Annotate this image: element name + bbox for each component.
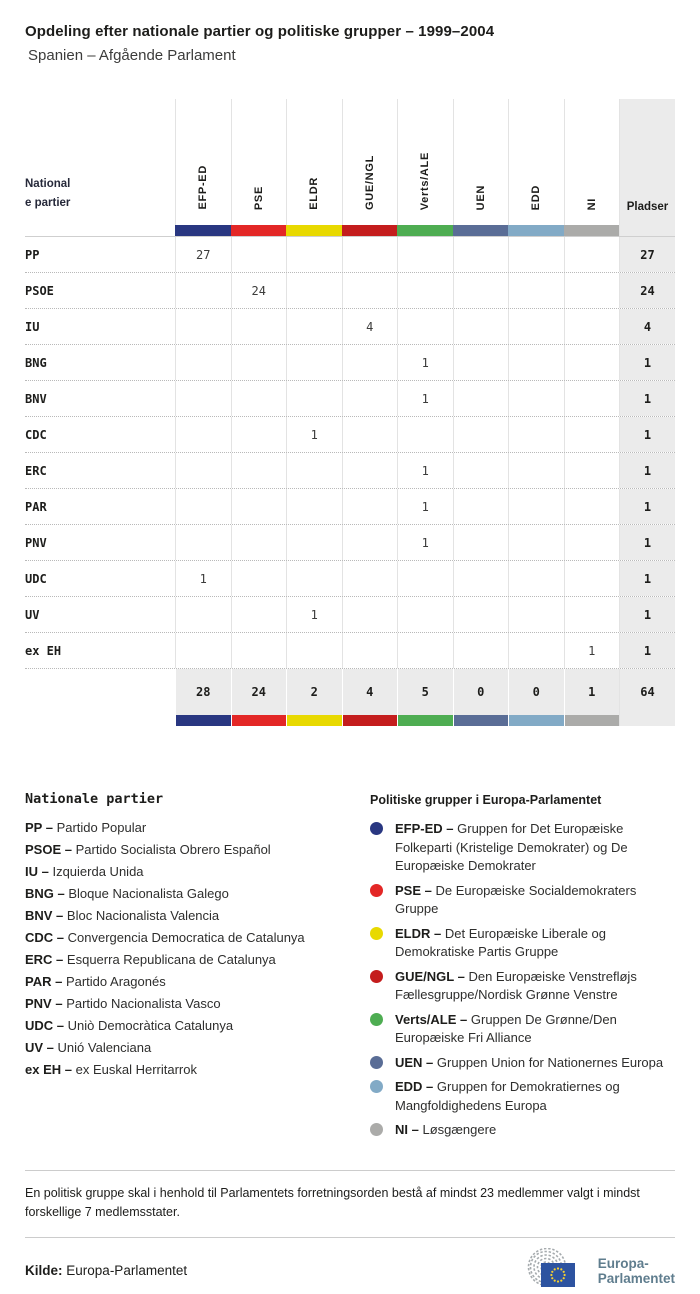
row-total-seats-cell: 1 xyxy=(619,525,675,560)
seat-cell xyxy=(231,345,287,380)
source-row xyxy=(25,1248,675,1294)
table-row xyxy=(25,596,675,632)
seat-cell: 1 xyxy=(286,417,342,452)
seat-cell xyxy=(286,561,342,596)
group-legend-abbr: Verts/ALE – xyxy=(395,1011,468,1027)
group-total-cell: 1 xyxy=(564,669,620,715)
page-title: Opdeling efter nationale partier og politiske grupper – 1999–2004 xyxy=(25,23,495,40)
seat-cell: 1 xyxy=(175,561,231,596)
party-legend-name: Bloc Nacionalista Valencia xyxy=(66,908,220,923)
seat-cell: 1 xyxy=(397,453,453,488)
group-header-label: UEN xyxy=(474,184,487,210)
party-label: BNG xyxy=(25,355,47,370)
seat-cell xyxy=(564,273,620,308)
group-legend-text xyxy=(395,968,675,1005)
seat-cell xyxy=(508,345,564,380)
seat-cell xyxy=(231,417,287,452)
party-legend-item xyxy=(25,905,370,927)
group-legend-name: Det Europæiske Liberale og Demokratiske Partis Gruppe xyxy=(395,925,607,959)
group-total-cell: 0 xyxy=(508,669,564,715)
group-header-label: EDD xyxy=(530,184,543,210)
group-color-dot xyxy=(370,822,383,835)
seat-cell xyxy=(453,561,509,596)
seat-cell xyxy=(175,633,231,668)
party-label: BNV xyxy=(25,391,47,406)
seat-cell xyxy=(453,309,509,344)
group-header-Verts/ALE xyxy=(397,99,453,225)
seat-cell xyxy=(231,633,287,668)
seat-cell xyxy=(342,273,398,308)
row-total-seats-cell: 27 xyxy=(619,237,675,272)
national-parties-legend xyxy=(25,791,370,1146)
political-groups-legend xyxy=(370,791,675,1146)
seat-cell xyxy=(453,453,509,488)
table-row xyxy=(25,416,675,452)
seat-cell xyxy=(286,273,342,308)
seat-cell xyxy=(453,237,509,272)
seat-cell xyxy=(508,561,564,596)
seats-column-bar-cell xyxy=(619,225,675,236)
group-legend-name: Gruppen Union for Nationernes Europa xyxy=(436,1054,664,1070)
party-label: ex EH xyxy=(25,643,62,658)
group-total-cell: 2 xyxy=(286,669,342,715)
group-legend-item xyxy=(370,882,675,919)
seat-cell xyxy=(175,597,231,632)
national-parties-header-line2: e partier xyxy=(25,197,71,209)
group-legend-abbr: EDD – xyxy=(395,1079,434,1094)
color-bar-spacer xyxy=(25,225,175,236)
seat-cell: 1 xyxy=(397,489,453,524)
logo-wordmark-line2: Parlamentet xyxy=(597,1270,675,1286)
seat-cell xyxy=(286,525,342,560)
table-row xyxy=(25,380,675,416)
party-legend-item xyxy=(25,883,370,905)
group-total-cell: 4 xyxy=(342,669,398,715)
logo-wordmark xyxy=(598,1256,675,1286)
seat-cell xyxy=(286,345,342,380)
group-total-cell: 24 xyxy=(231,669,287,715)
seat-cell xyxy=(564,453,620,488)
group-header-label: PSE xyxy=(252,185,265,210)
group-color-dot xyxy=(370,970,383,983)
table-row xyxy=(25,488,675,524)
group-legend-text xyxy=(395,925,675,962)
party-legend-abbr: BNG – xyxy=(25,886,65,901)
group-legend-item xyxy=(370,1121,675,1140)
group-header-label: ELDR xyxy=(308,177,321,210)
totals-color-bar-GUE/NGL xyxy=(342,715,398,726)
group-legend-name: Gruppen De Grønne/Den Europæiske Fri Alliance xyxy=(395,1011,617,1045)
seat-cell xyxy=(564,237,620,272)
seat-cell xyxy=(342,453,398,488)
seat-cell xyxy=(231,453,287,488)
seat-cell xyxy=(342,345,398,380)
seat-cell xyxy=(564,417,620,452)
seat-cell xyxy=(508,237,564,272)
group-header-label: EFP-ED xyxy=(197,165,210,210)
seat-cell xyxy=(508,309,564,344)
row-total-seats-cell: 1 xyxy=(619,345,675,380)
row-total-seats-cell: 4 xyxy=(619,309,675,344)
seat-cell xyxy=(397,237,453,272)
seat-cell xyxy=(564,309,620,344)
seat-cell xyxy=(453,489,509,524)
total-seats-cell: 64 xyxy=(619,669,675,715)
group-header-GUE/NGL xyxy=(342,99,398,225)
group-header-PSE xyxy=(231,99,287,225)
seat-cell: 4 xyxy=(342,309,398,344)
seat-cell xyxy=(342,417,398,452)
party-legend-item xyxy=(25,861,370,883)
party-legend-name: Izquierda Unida xyxy=(52,864,144,879)
seat-cell xyxy=(508,489,564,524)
seats-column-header: Pladser xyxy=(619,99,675,225)
row-total-seats-cell: 1 xyxy=(619,453,675,488)
european-parliament-logo xyxy=(515,1248,675,1294)
seat-cell xyxy=(231,381,287,416)
seat-cell xyxy=(397,597,453,632)
group-legend-name: Gruppen for Demokratiernes og Mangfoldighedens Europa xyxy=(395,1079,620,1113)
seat-cell xyxy=(175,417,231,452)
seat-cell: 24 xyxy=(231,273,287,308)
party-legend-item xyxy=(25,949,370,971)
group-color-bar-UEN xyxy=(453,225,509,236)
party-legend-name: ex Euskal Herritarrok xyxy=(75,1062,197,1077)
row-total-seats-cell: 24 xyxy=(619,273,675,308)
seat-cell xyxy=(508,381,564,416)
group-legend-abbr: GUE/NGL – xyxy=(395,968,465,984)
seat-cell xyxy=(231,237,287,272)
party-legend-name: Partido Aragonés xyxy=(65,974,166,989)
logo-wordmark-line1: Europa- xyxy=(597,1255,649,1271)
party-legend-item xyxy=(25,1059,370,1081)
party-legend-abbr: PP – xyxy=(25,820,53,835)
totals-color-bar-ELDR xyxy=(286,715,342,726)
party-legend-abbr: PAR – xyxy=(25,974,63,989)
group-legend-text xyxy=(395,1011,675,1048)
group-color-dot xyxy=(370,1013,383,1026)
party-legend-name: Esquerra Republicana de Catalunya xyxy=(66,952,276,967)
political-groups-legend-heading: Politiske grupper i Europa-Parlamentet xyxy=(370,793,602,807)
table-row xyxy=(25,308,675,344)
seat-cell xyxy=(286,381,342,416)
group-header-label: GUE/NGL xyxy=(363,154,376,210)
group-legend-name: Løsgængere xyxy=(422,1122,497,1137)
seat-cell xyxy=(564,345,620,380)
seat-cell xyxy=(564,561,620,596)
seat-cell xyxy=(175,489,231,524)
infographic-page xyxy=(0,23,700,1294)
seat-cell xyxy=(453,381,509,416)
eu-flag xyxy=(541,1263,575,1287)
row-total-seats-cell: 1 xyxy=(619,489,675,524)
group-color-dot xyxy=(370,884,383,897)
party-legend-name: Convergencia Democratica de Catalunya xyxy=(67,930,305,945)
group-header-label: NI xyxy=(585,197,598,210)
seat-cell: 1 xyxy=(397,381,453,416)
group-legend-abbr: PSE – xyxy=(395,882,432,898)
seat-cell xyxy=(175,273,231,308)
group-color-bar-Verts/ALE xyxy=(397,225,453,236)
seat-cell xyxy=(564,381,620,416)
seat-cell xyxy=(286,309,342,344)
group-color-dot xyxy=(370,1056,383,1069)
seat-cell xyxy=(342,381,398,416)
seat-cell xyxy=(286,489,342,524)
seat-cell xyxy=(453,345,509,380)
group-color-dot xyxy=(370,1080,383,1093)
group-legend-item xyxy=(370,1078,675,1115)
parliament-hemicycle-icon xyxy=(515,1248,589,1294)
seat-cell xyxy=(342,633,398,668)
seat-cell xyxy=(342,525,398,560)
group-color-bars-row xyxy=(25,225,675,237)
group-header-EFP-ED xyxy=(175,99,231,225)
seat-cell: 1 xyxy=(397,525,453,560)
seat-cell xyxy=(508,453,564,488)
party-label: UDC xyxy=(25,571,47,586)
seat-cell: 1 xyxy=(564,633,620,668)
party-legend-item xyxy=(25,1015,370,1037)
seat-cell xyxy=(397,561,453,596)
party-legend-item xyxy=(25,927,370,949)
group-legend-item xyxy=(370,820,675,876)
group-legend-name: Gruppen for Det Europæiske Folkeparti (Kristelige Demokrater) og De Europæiske Demokrater xyxy=(395,821,628,873)
party-legend-abbr: IU – xyxy=(25,864,49,879)
seat-cell xyxy=(175,309,231,344)
seat-cell: 27 xyxy=(175,237,231,272)
page-subtitle: Spanien – Afgående Parlament xyxy=(28,47,236,64)
seats-table xyxy=(25,99,675,723)
source-label: Kilde: xyxy=(25,1263,63,1278)
seat-cell xyxy=(508,597,564,632)
group-legend-text xyxy=(395,1121,496,1140)
party-legend-name: Bloque Nacionalista Galego xyxy=(68,886,229,901)
party-legend-abbr: ERC – xyxy=(25,952,64,967)
seat-cell xyxy=(175,525,231,560)
party-legend-name: Uniò Democràtica Catalunya xyxy=(67,1018,234,1033)
seat-cell xyxy=(286,633,342,668)
group-total-cell: 0 xyxy=(453,669,509,715)
group-legend-text xyxy=(395,1054,663,1073)
group-legend-text xyxy=(395,1078,675,1115)
table-row xyxy=(25,560,675,596)
party-legend-abbr: UDC – xyxy=(25,1018,65,1033)
party-label: IU xyxy=(25,319,40,334)
national-parties-header-line1: National xyxy=(25,178,71,190)
group-legend-item xyxy=(370,968,675,1005)
group-legend-text xyxy=(395,820,675,876)
party-legend-name: Partido Popular xyxy=(56,820,147,835)
row-total-seats-cell: 1 xyxy=(619,561,675,596)
national-parties-legend-heading: Nationale partier xyxy=(25,791,164,807)
table-row xyxy=(25,452,675,488)
totals-row-label xyxy=(25,669,175,715)
totals-color-bar-EFP-ED xyxy=(175,715,231,726)
party-legend-abbr: UV – xyxy=(25,1040,54,1055)
seat-cell xyxy=(342,489,398,524)
seat-cell xyxy=(397,309,453,344)
group-header-EDD xyxy=(508,99,564,225)
party-label: ERC xyxy=(25,463,47,478)
party-label: PAR xyxy=(25,499,47,514)
seat-cell xyxy=(231,561,287,596)
footnote: En politisk gruppe skal i henhold til Parlamentets forretningsorden bestå af mindst 23 medlemmer valgt i mindst forskellige 7 medlemsstater. xyxy=(25,1170,675,1238)
group-header-UEN xyxy=(453,99,509,225)
totals-color-bar-PSE xyxy=(231,715,287,726)
group-legend-name: Den Europæiske Venstrefløjs Fællesgruppe/Nordisk Grønne Venstre xyxy=(395,968,637,1002)
party-label: PNV xyxy=(25,535,47,550)
group-legend-item xyxy=(370,925,675,962)
seat-cell xyxy=(231,309,287,344)
group-color-bar-ELDR xyxy=(286,225,342,236)
party-legend-abbr: PNV – xyxy=(25,996,63,1011)
seat-cell xyxy=(231,525,287,560)
seat-cell xyxy=(453,525,509,560)
total-seats-bar-cell xyxy=(619,715,675,726)
table-row xyxy=(25,272,675,308)
table-row xyxy=(25,524,675,560)
row-total-seats-cell: 1 xyxy=(619,381,675,416)
party-label: PSOE xyxy=(25,283,54,298)
seat-cell xyxy=(453,273,509,308)
seat-cell xyxy=(397,273,453,308)
seat-cell xyxy=(175,453,231,488)
party-legend-item xyxy=(25,839,370,861)
totals-color-bar-EDD xyxy=(508,715,564,726)
seat-cell xyxy=(564,489,620,524)
party-label: CDC xyxy=(25,427,47,442)
group-total-cell: 28 xyxy=(175,669,231,715)
group-color-bar-PSE xyxy=(231,225,287,236)
party-legend-abbr: BNV – xyxy=(25,908,64,923)
seat-cell xyxy=(342,561,398,596)
seat-cell xyxy=(397,417,453,452)
group-legend-abbr: UEN – xyxy=(395,1054,434,1070)
row-total-seats-cell: 1 xyxy=(619,633,675,668)
seat-cell xyxy=(342,237,398,272)
group-legend-name: De Europæiske Socialdemokraters Gruppe xyxy=(395,882,637,916)
seat-cell xyxy=(397,633,453,668)
seat-cell xyxy=(175,381,231,416)
seat-cell: 1 xyxy=(397,345,453,380)
group-legend-item xyxy=(370,1011,675,1048)
row-total-seats-cell: 1 xyxy=(619,597,675,632)
seat-cell xyxy=(508,417,564,452)
seat-cell xyxy=(453,417,509,452)
group-color-bar-GUE/NGL xyxy=(342,225,398,236)
seat-cell xyxy=(564,597,620,632)
group-color-bar-EDD xyxy=(508,225,564,236)
group-legend-item xyxy=(370,1054,675,1073)
group-color-bar-EFP-ED xyxy=(175,225,231,236)
party-legend-item xyxy=(25,817,370,839)
group-color-dot xyxy=(370,1123,383,1136)
seat-cell xyxy=(286,237,342,272)
totals-color-bars-row xyxy=(25,715,675,723)
seat-cell xyxy=(508,525,564,560)
group-legend-text xyxy=(395,882,675,919)
party-legend-abbr: PSOE – xyxy=(25,842,72,857)
seat-cell xyxy=(564,525,620,560)
legend-section xyxy=(25,791,675,1146)
seat-cell xyxy=(342,597,398,632)
party-label: PP xyxy=(25,247,40,262)
national-parties-header xyxy=(25,99,175,225)
seat-cell xyxy=(508,633,564,668)
group-legend-abbr: ELDR – xyxy=(395,925,442,941)
totals-color-bar-Verts/ALE xyxy=(397,715,453,726)
totals-color-bar-UEN xyxy=(453,715,509,726)
group-header-ELDR xyxy=(286,99,342,225)
party-label: UV xyxy=(25,607,40,622)
group-color-dot xyxy=(370,927,383,940)
seat-cell xyxy=(286,453,342,488)
totals-bar-spacer xyxy=(25,715,175,726)
party-legend-name: Partido Nacionalista Vasco xyxy=(66,996,221,1011)
group-header-NI xyxy=(564,99,620,225)
seat-cell: 1 xyxy=(286,597,342,632)
seat-cell xyxy=(453,597,509,632)
party-legend-item xyxy=(25,993,370,1015)
source-text xyxy=(25,1263,187,1278)
party-legend-item xyxy=(25,1037,370,1059)
totals-row xyxy=(25,668,675,715)
party-legend-abbr: CDC – xyxy=(25,930,65,945)
row-total-seats-cell: 1 xyxy=(619,417,675,452)
source-value: Europa-Parlamentet xyxy=(66,1263,188,1278)
party-legend-name: Unió Valenciana xyxy=(57,1040,152,1055)
seat-cell xyxy=(231,597,287,632)
group-legend-abbr: NI – xyxy=(395,1122,419,1137)
seat-cell xyxy=(175,345,231,380)
party-legend-abbr: ex EH – xyxy=(25,1062,72,1077)
totals-color-bar-NI xyxy=(564,715,620,726)
group-legend-abbr: EFP-ED – xyxy=(395,821,454,836)
party-legend-item xyxy=(25,971,370,993)
party-legend-name: Partido Socialista Obrero Español xyxy=(75,842,271,857)
table-row xyxy=(25,237,675,272)
seat-cell xyxy=(231,489,287,524)
seat-cell xyxy=(508,273,564,308)
group-total-cell: 5 xyxy=(397,669,453,715)
group-header-label: Verts/ALE xyxy=(419,151,432,210)
seat-cell xyxy=(453,633,509,668)
table-header-row xyxy=(25,99,675,225)
table-row xyxy=(25,344,675,380)
table-row xyxy=(25,632,675,668)
group-color-bar-NI xyxy=(564,225,620,236)
